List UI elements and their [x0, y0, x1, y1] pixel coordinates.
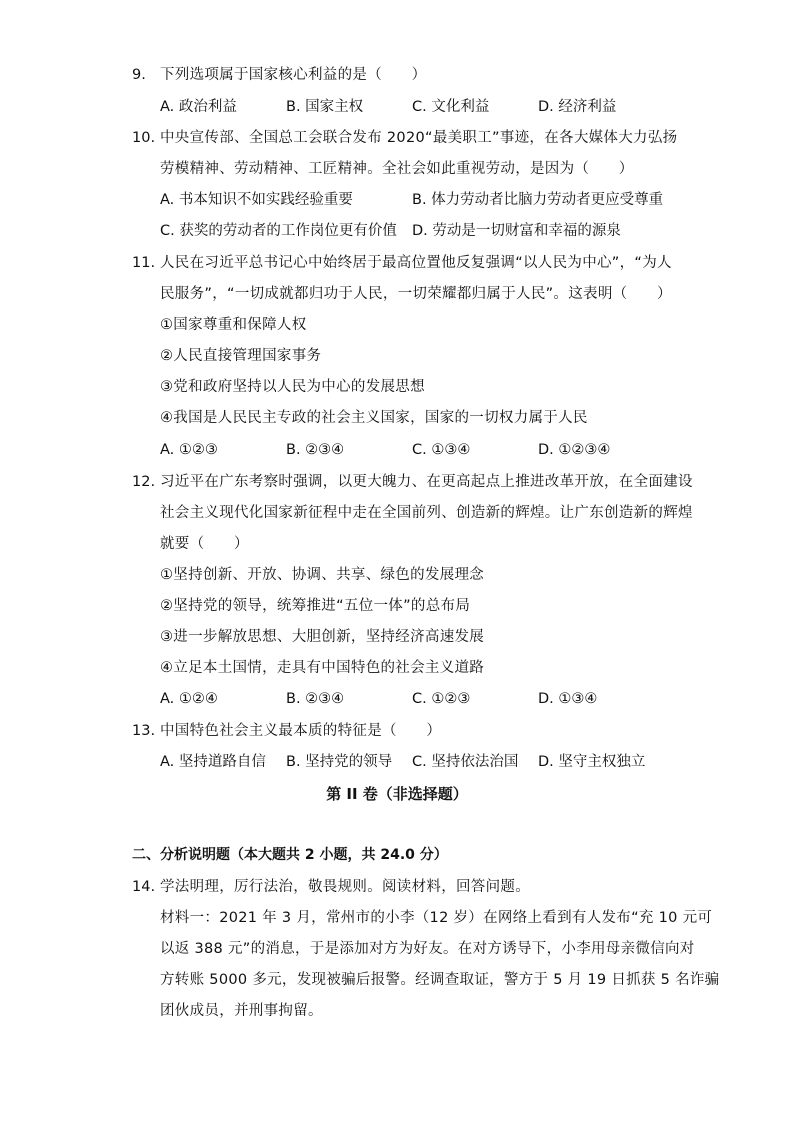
statement-item: ③进一步解放思想、大胆创新，坚持经济高速发展 [160, 629, 485, 645]
option-d: D. 经济利益 [538, 99, 617, 115]
question-stem-line: 劳模精神、劳动精神、工匠精神。全社会如此重视劳动，是因为（ ） [160, 161, 634, 177]
question-number: 10. [132, 130, 156, 146]
material-line: 团伙成员，并刑事拘留。 [160, 1003, 323, 1019]
option-b: B. 国家主权 [286, 99, 364, 115]
option-a: A. 书本知识不如实践经验重要 [160, 192, 353, 208]
option-d: D. 劳动是一切财富和幸福的源泉 [412, 223, 621, 239]
option-c: C. 坚持依法治国 [412, 754, 519, 770]
option-d: D. ①②③④ [538, 442, 611, 458]
option-b: B. ②③④ [286, 691, 345, 707]
option-c: C. ①②③ [412, 691, 471, 707]
option-b: B. 坚持党的领导 [286, 754, 393, 770]
option-a: A. 坚持道路自信 [160, 754, 266, 770]
question-stem-line: 中央宣传部、全国总工会联合发布 2020“最美职工”事迹，在各大媒体大力弘扬 [160, 130, 678, 146]
statement-item: ②坚持党的领导，统筹推进“五位一体”的总布局 [160, 598, 471, 614]
statement-item: ①坚持创新、开放、协调、共享、绿色的发展理念 [160, 567, 485, 583]
question-stem-line: 社会主义现代化国家新征程中走在全国前列、创造新的辉煌。让广东创造新的辉煌 [160, 505, 693, 521]
question-stem-line: 民服务”，“一切成就都归功于人民，一切荣耀都归属于人民”。这表明（ ） [160, 286, 672, 302]
statement-item: ③党和政府坚持以人民为中心的发展思想 [160, 379, 425, 395]
material-line: 以返 388 元”的消息，于是添加对方为好友。在对方诱导下，小李用母亲微信向对 [160, 941, 695, 957]
material-line: 方转账 5000 多元，发现被骗后报警。经调查取证，警方于 5 月 19 日抓获 5 名诈骗 [160, 972, 720, 988]
section-title: 第 II 卷（非选择题） [326, 785, 468, 803]
option-a: A. ①②④ [160, 691, 218, 707]
question-number: 14. [132, 879, 156, 895]
option-c: C. 文化利益 [412, 99, 490, 115]
option-b: B. ②③④ [286, 442, 345, 458]
statement-item: ④我国是人民民主专政的社会主义国家，国家的一切权力属于人民 [160, 410, 588, 426]
question-stem-line: 就要（ ） [160, 536, 249, 552]
question-stem: 中国特色社会主义最本质的特征是（ ） [160, 723, 442, 739]
part-heading: 二、分析说明题（本大题共 2 小题，共 24.0 分） [132, 847, 448, 863]
question-stem: 下列选项属于国家核心利益的是（ ） [160, 67, 427, 83]
statement-item: ①国家尊重和保障人权 [160, 317, 307, 333]
option-d: D. 坚守主权独立 [538, 754, 646, 770]
question-number: 13. [132, 723, 156, 739]
option-d: D. ①③④ [538, 691, 598, 707]
question-number: 12. [132, 474, 156, 490]
option-a: A. 政治利益 [160, 99, 237, 115]
question-stem-line: 人民在习近平总书记心中始终居于最高位置他反复强调“以人民为中心”，“为人 [160, 255, 672, 271]
statement-item: ②人民直接管理国家事务 [160, 348, 322, 364]
option-b: B. 体力劳动者比脑力劳动者更应受尊重 [412, 192, 664, 208]
option-a: A. ①②③ [160, 442, 218, 458]
question-stem: 学法明理，厉行法治，敬畏规则。阅读材料，回答问题。 [160, 879, 530, 895]
material-line: 材料一：2021 年 3 月，常州市的小李（12 岁）在网络上看到有人发布“充 10 元可 [160, 910, 713, 926]
statement-item: ④立足本土国情，走具有中国特色的社会主义道路 [160, 660, 485, 676]
question-stem-line: 习近平在广东考察时强调，以更大魄力、在更高起点上推进改革开放，在全面建设 [160, 474, 693, 490]
option-c: C. 获奖的劳动者的工作岗位更有价值 [160, 223, 397, 239]
question-number: 11. [132, 255, 156, 271]
question-number: 9. [132, 67, 146, 83]
option-c: C. ①③④ [412, 442, 471, 458]
